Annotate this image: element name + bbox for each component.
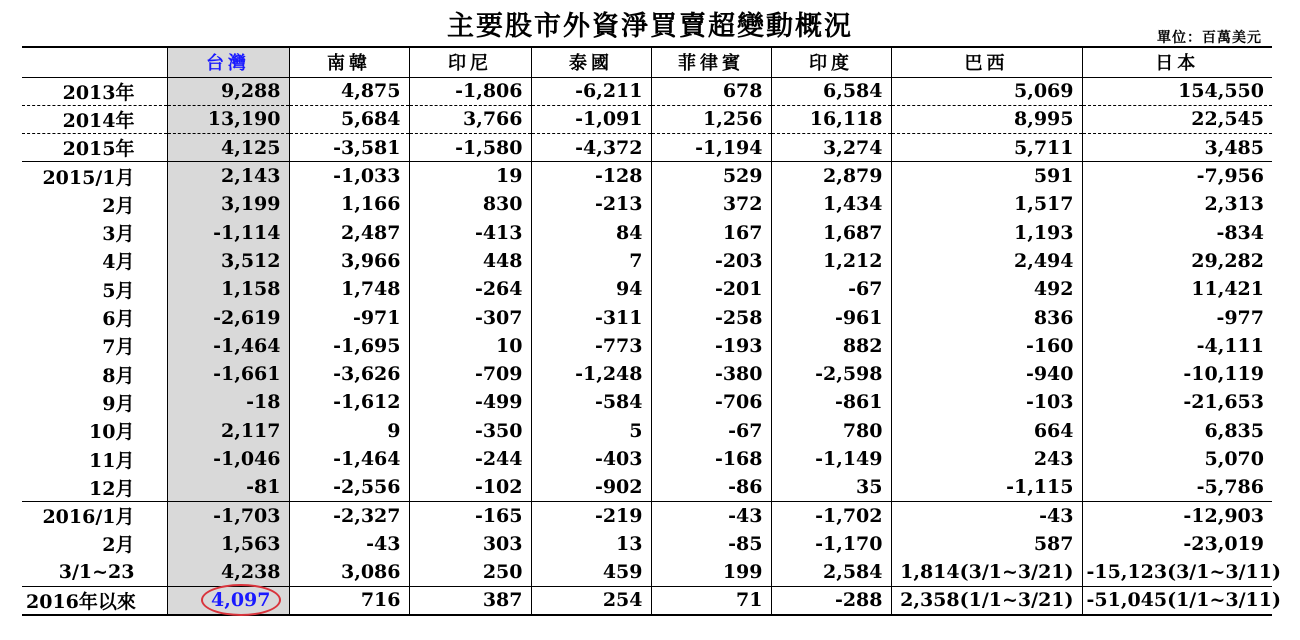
header-indonesia: 印尼 <box>409 47 531 77</box>
table-cell: -3,626 <box>289 360 409 388</box>
table-cell: -1,612 <box>289 388 409 416</box>
table-cell <box>167 586 289 615</box>
table-cell: 154,550 <box>1082 77 1272 105</box>
table-cell: 22,545 <box>1082 105 1272 133</box>
table-cell: -86 <box>651 473 771 501</box>
table-cell: -51,045(1/1~3/11) <box>1082 586 1272 615</box>
table-cell: -3,581 <box>289 134 409 162</box>
data-table <box>22 46 1281 616</box>
table-cell: -1,194 <box>651 134 771 162</box>
table-cell: -168 <box>651 445 771 473</box>
table-cell: 7 <box>531 247 651 275</box>
row-label: 12月 <box>22 473 167 501</box>
table-cell: 459 <box>531 558 651 586</box>
row-label: 7月 <box>102 336 135 359</box>
row-label: 2月 <box>102 194 135 217</box>
table-cell: -1,248 <box>531 360 651 388</box>
table-cell: -1,046 <box>167 445 289 473</box>
table-cell: 250 <box>409 558 531 586</box>
table-cell: 3,512 <box>167 247 289 275</box>
table-cell: 243 <box>891 445 1082 473</box>
table-cell: -219 <box>531 501 651 529</box>
row-label: 3月 <box>102 223 135 246</box>
header-philippines: 菲律賓 <box>651 47 771 77</box>
row-label: 2月 <box>102 534 135 557</box>
table-body <box>22 77 1281 615</box>
table-cell: -102 <box>409 473 531 501</box>
table-cell: 678 <box>651 77 771 105</box>
table-cell: -193 <box>651 332 771 360</box>
table-cell: -1,115 <box>891 473 1082 501</box>
table-cell: 84 <box>531 218 651 246</box>
table-cell: 303 <box>409 530 531 558</box>
table-row <box>22 501 1272 529</box>
table-row <box>22 473 1272 501</box>
row-label: 2014年 <box>22 105 167 133</box>
table-cell: -160 <box>891 332 1082 360</box>
table-cell: 387 <box>409 586 531 615</box>
table-cell: -81 <box>167 473 289 501</box>
table-cell: -706 <box>651 388 771 416</box>
table-cell: -977 <box>1082 303 1272 331</box>
table-cell: 1,434 <box>771 190 891 218</box>
table-cell: -584 <box>531 388 651 416</box>
table-cell: 13,190 <box>167 105 289 133</box>
table-cell: -203 <box>651 247 771 275</box>
table-cell: -18 <box>167 388 289 416</box>
header-taiwan: 台灣 <box>167 47 289 77</box>
table-cell: 9,288 <box>167 77 289 105</box>
header-brazil: 巴西 <box>891 47 1082 77</box>
table-cell: 5,069 <box>891 77 1082 105</box>
table-cell: -213 <box>531 190 651 218</box>
table-cell: 2,879 <box>771 162 891 190</box>
table-cell: -1,661 <box>167 360 289 388</box>
table-cell: -12,903 <box>1082 501 1272 529</box>
header-india: 印度 <box>771 47 891 77</box>
table-cell: 2,487 <box>289 218 409 246</box>
table-cell: -67 <box>651 417 771 445</box>
row-label: 6月 <box>102 308 135 331</box>
table-row <box>22 275 1272 303</box>
highlighted-value: 4,097 <box>201 584 281 616</box>
table-cell: 35 <box>771 473 891 501</box>
row-label: 2015/1月 <box>42 166 135 189</box>
table-cell: 1,814(3/1~3/21) <box>891 558 1082 586</box>
table-cell: -2,556 <box>289 473 409 501</box>
table-cell: -499 <box>409 388 531 416</box>
table-cell: 3,274 <box>771 134 891 162</box>
header-japan: 日本 <box>1082 47 1272 77</box>
table-cell: 4,125 <box>167 134 289 162</box>
table-cell: -201 <box>651 275 771 303</box>
table-cell: -834 <box>1082 218 1272 246</box>
table-cell: 9 <box>289 417 409 445</box>
header-row <box>22 47 1272 77</box>
table-cell: 716 <box>289 586 409 615</box>
header-korea: 南韓 <box>289 47 409 77</box>
row-label: 10月 <box>89 421 135 444</box>
table-row <box>22 586 1272 615</box>
table-cell: -1,033 <box>289 162 409 190</box>
table-cell: -1,703 <box>167 501 289 529</box>
table-cell: -902 <box>531 473 651 501</box>
table-row <box>22 558 1272 586</box>
table-cell: -1,695 <box>289 332 409 360</box>
row-label: 2013年 <box>22 77 167 105</box>
table-cell: -861 <box>771 388 891 416</box>
table-cell: 3,485 <box>1082 134 1272 162</box>
page-title: 主要股市外資淨買賣超變動概況 <box>447 11 853 42</box>
table-cell: -264 <box>409 275 531 303</box>
row-label: 2015年 <box>22 134 167 162</box>
table-cell: 254 <box>531 586 651 615</box>
table-cell: 3,199 <box>167 190 289 218</box>
table-cell: -288 <box>771 586 891 615</box>
row-label: 2016/1月 <box>42 506 135 529</box>
table-cell: -1,702 <box>771 501 891 529</box>
table-cell: 1,158 <box>167 275 289 303</box>
table-cell: 4,875 <box>289 77 409 105</box>
unit-label: 單位：百萬美元 <box>1157 30 1262 46</box>
table-cell: 13 <box>531 530 651 558</box>
table-row <box>22 332 1272 360</box>
table-cell: 199 <box>651 558 771 586</box>
table-cell: 1,193 <box>891 218 1082 246</box>
table-cell: -4,372 <box>531 134 651 162</box>
table-cell: -1,580 <box>409 134 531 162</box>
table-cell: 664 <box>891 417 1082 445</box>
table-cell: -43 <box>651 501 771 529</box>
table-row <box>22 77 1272 105</box>
row-label: 5月 <box>102 279 135 302</box>
table-row <box>22 247 1272 275</box>
table-cell: 5,711 <box>891 134 1082 162</box>
table-row <box>22 445 1272 473</box>
table-cell: 529 <box>651 162 771 190</box>
table-cell: 587 <box>891 530 1082 558</box>
table-row <box>22 134 1272 162</box>
table-cell: 830 <box>409 190 531 218</box>
table-cell: 6,835 <box>1082 417 1272 445</box>
row-label: 4月 <box>102 251 135 274</box>
table-cell: 2,494 <box>891 247 1082 275</box>
table-cell: 492 <box>891 275 1082 303</box>
table-cell: 5,070 <box>1082 445 1272 473</box>
table-row <box>22 218 1272 246</box>
table-cell: 29,282 <box>1082 247 1272 275</box>
table-cell: -85 <box>651 530 771 558</box>
table-cell: 5 <box>531 417 651 445</box>
table-row <box>22 162 1272 190</box>
table-cell: -10,119 <box>1082 360 1272 388</box>
table-cell: 19 <box>409 162 531 190</box>
table-cell: -961 <box>771 303 891 331</box>
table-cell: -1,464 <box>289 445 409 473</box>
table-cell: 71 <box>651 586 771 615</box>
table-cell: 2,313 <box>1082 190 1272 218</box>
table-cell: 3,766 <box>409 105 531 133</box>
table-cell: 167 <box>651 218 771 246</box>
table-cell: -1,170 <box>771 530 891 558</box>
table-cell: -380 <box>651 360 771 388</box>
header-corner <box>22 47 167 77</box>
table-cell: 591 <box>891 162 1082 190</box>
table-cell: -21,653 <box>1082 388 1272 416</box>
row-label: 11月 <box>89 449 135 472</box>
table-cell: -1,464 <box>167 332 289 360</box>
table-cell: -7,956 <box>1082 162 1272 190</box>
row-label: 2016年以來 <box>22 586 167 615</box>
table-cell: 1,748 <box>289 275 409 303</box>
table-cell: 836 <box>891 303 1082 331</box>
table-cell: -6,211 <box>531 77 651 105</box>
table-cell: 3,966 <box>289 247 409 275</box>
table-cell: 1,687 <box>771 218 891 246</box>
table-cell: 94 <box>531 275 651 303</box>
table-cell: -2,619 <box>167 303 289 331</box>
table-cell: 2,358(1/1~3/21) <box>891 586 1082 615</box>
table-cell: 1,517 <box>891 190 1082 218</box>
table-cell: -43 <box>289 530 409 558</box>
table-cell: -709 <box>409 360 531 388</box>
table-cell: 1,166 <box>289 190 409 218</box>
table-cell: -5,786 <box>1082 473 1272 501</box>
table-cell: -413 <box>409 218 531 246</box>
table-cell: 1,563 <box>167 530 289 558</box>
table-row <box>22 303 1272 331</box>
table-cell: 6,584 <box>771 77 891 105</box>
table-cell: 11,421 <box>1082 275 1272 303</box>
table-cell: 16,118 <box>771 105 891 133</box>
header-thailand: 泰國 <box>531 47 651 77</box>
table-cell: 10 <box>409 332 531 360</box>
table-cell: -103 <box>891 388 1082 416</box>
table-cell: 448 <box>409 247 531 275</box>
table-cell: -4,111 <box>1082 332 1272 360</box>
table-cell: -43 <box>891 501 1082 529</box>
table-cell: -773 <box>531 332 651 360</box>
table-cell: 4,238 <box>167 558 289 586</box>
table-cell: -403 <box>531 445 651 473</box>
table-cell: 2,117 <box>167 417 289 445</box>
table-cell: 8,995 <box>891 105 1082 133</box>
table-cell: -1,091 <box>531 105 651 133</box>
table-cell: -971 <box>289 303 409 331</box>
table-cell: 2,584 <box>771 558 891 586</box>
table-cell: -350 <box>409 417 531 445</box>
table-cell: -244 <box>409 445 531 473</box>
row-label: 9月 <box>102 392 135 415</box>
table-cell: 882 <box>771 332 891 360</box>
table-row <box>22 530 1272 558</box>
row-label: 3/1~23 <box>22 558 167 586</box>
table-cell: -23,019 <box>1082 530 1272 558</box>
table-cell: -940 <box>891 360 1082 388</box>
table-cell: 1,212 <box>771 247 891 275</box>
table-cell: -67 <box>771 275 891 303</box>
table-cell: 1,256 <box>651 105 771 133</box>
table-cell: -307 <box>409 303 531 331</box>
table-row <box>22 190 1272 218</box>
table-cell: -1,806 <box>409 77 531 105</box>
table-cell: -128 <box>531 162 651 190</box>
table-row <box>22 360 1272 388</box>
table-cell: -15,123(3/1~3/11) <box>1082 558 1272 586</box>
table-cell: 2,143 <box>167 162 289 190</box>
row-label: 8月 <box>102 364 135 387</box>
table-cell: -258 <box>651 303 771 331</box>
table-cell: -2,327 <box>289 501 409 529</box>
table-cell: 372 <box>651 190 771 218</box>
table-cell: 5,684 <box>289 105 409 133</box>
table-cell: -165 <box>409 501 531 529</box>
table-cell: -1,114 <box>167 218 289 246</box>
table-cell: -2,598 <box>771 360 891 388</box>
table-cell: 780 <box>771 417 891 445</box>
table-row <box>22 105 1272 133</box>
table-cell: 3,086 <box>289 558 409 586</box>
table-row <box>22 417 1272 445</box>
table-cell: -1,149 <box>771 445 891 473</box>
table-cell: -311 <box>531 303 651 331</box>
table-row <box>22 388 1272 416</box>
